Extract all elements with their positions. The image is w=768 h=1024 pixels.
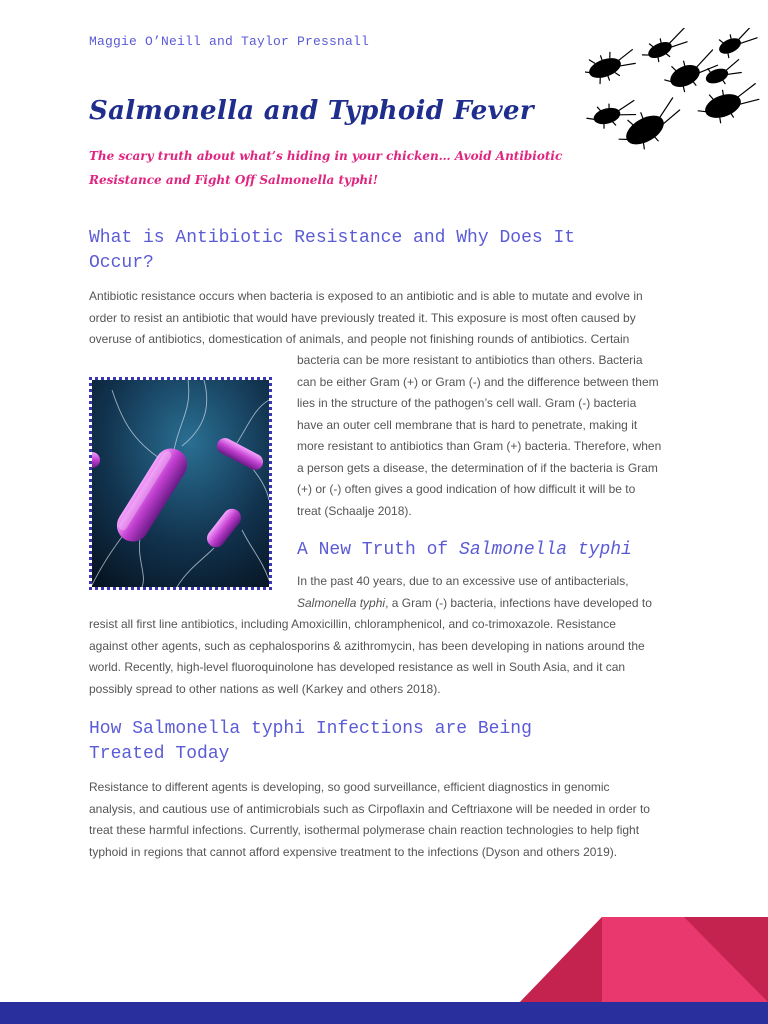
heading-italic-text: Salmonella typhi bbox=[459, 540, 632, 560]
text-line: analysis, and cautious use of antimicrobials such as Cirpoflaxin and Ceftriaxone will be needed in order to bbox=[89, 801, 650, 816]
text-line: against other agents, such as cephalosporins & azithromycin, has been developing in nations around the bbox=[89, 638, 645, 653]
corner-triangle-pink bbox=[520, 917, 768, 1002]
heading-line: What is Antibiotic Resistance and Why Does It bbox=[89, 228, 576, 248]
corner-triangle-dark bbox=[520, 917, 602, 1002]
authors-line: Maggie O’Neill and Taylor Pressnall bbox=[89, 34, 370, 49]
text-line: overuse of antibiotics, domestication of animals, and people not finishing rounds of antibiotics. Certain bbox=[89, 332, 630, 346]
text-line: treat these harmful infections. Currently, isothermal polymerase chain reaction technologies to help fight bbox=[89, 823, 640, 837]
salmonella-photo bbox=[89, 377, 272, 590]
section3-paragraph bbox=[89, 777, 650, 863]
heading-line: Occur? bbox=[89, 253, 154, 273]
text-line: world. Recently, high-level fluoroquinolone has developed resistance as well in South Asia, and it can bbox=[89, 660, 626, 674]
section2-paragraph bbox=[89, 614, 645, 700]
section-heading-treatment bbox=[89, 717, 532, 767]
footer-bar bbox=[0, 1002, 768, 1024]
corner-triangle-deep bbox=[684, 917, 768, 1002]
text-line: bacteria can be more resistant to antibiotics than others. Bacteria bbox=[297, 353, 643, 367]
text-line: Resistance to different agents is developing, so good surveillance, efficient diagnostics in genomic bbox=[89, 780, 610, 794]
bacteria-silhouette-decoration bbox=[585, 28, 768, 158]
section-heading-antibiotic-resistance bbox=[89, 226, 575, 276]
species-name: Salmonella typhi bbox=[297, 595, 386, 610]
text-line: a person gets a disease, the determination of if the bacteria is Gram bbox=[297, 460, 658, 475]
text-line: typhoid in regions that cannot afford expensive treatment to the infections (Dyson and others 2019). bbox=[89, 844, 618, 859]
text-line: can be either Gram (+) or Gram (-) and the difference between them bbox=[297, 374, 659, 389]
text-line: possibly spread to other nations as well (Karkey and others 2018). bbox=[89, 681, 441, 696]
text-line: Antibiotic resistance occurs when bacteria is exposed to an antibiotic and is able to mutate and evolve in bbox=[89, 289, 643, 303]
text-line: (+) or (-) often gives a good indication of how difficult it will be to bbox=[297, 482, 636, 496]
text-line: more resistant to antibiotics than Gram (+) bacteria. Therefore, when bbox=[297, 439, 662, 453]
text-line: resist all first line antibiotics, including Amoxicillin, chloramphenicol, and co-trimoxazole. Resistance bbox=[89, 617, 616, 631]
section2-paragraph-wrapped bbox=[297, 571, 652, 614]
text-line: order to resist an antibiotic that would have previously treated it. This exposure is most often caused by bbox=[89, 310, 636, 325]
page-subtitle: The scary truth about what’s hiding in your chicken… Avoid Antibiotic Resistance and Fight Off Salmonella typhi! bbox=[89, 149, 563, 187]
heading-text: A New Truth of bbox=[297, 540, 460, 560]
section1-paragraph-wrapped bbox=[297, 350, 661, 522]
text-line: lies in the structure of the pathogen’s cell wall. Gram (-) bacteria bbox=[297, 396, 637, 410]
heading-line: How Salmonella typhi Infections are Being bbox=[89, 719, 532, 739]
text-line: In the past 40 years, due to an excessive use of antibacterials, bbox=[297, 574, 629, 588]
page-title: Salmonella and Typhoid Fever bbox=[89, 96, 534, 126]
section-heading-new-truth bbox=[297, 538, 632, 563]
text-line: have an outer cell membrane that is hard to penetrate, making it bbox=[297, 417, 638, 432]
heading-line: Treated Today bbox=[89, 744, 230, 764]
text-line bbox=[297, 593, 652, 615]
text-fragment: , a Gram (-) bacteria, infections have developed to bbox=[385, 595, 652, 610]
text-line: treat (Schaalje 2018). bbox=[297, 503, 412, 518]
section1-paragraph-intro bbox=[89, 286, 643, 351]
